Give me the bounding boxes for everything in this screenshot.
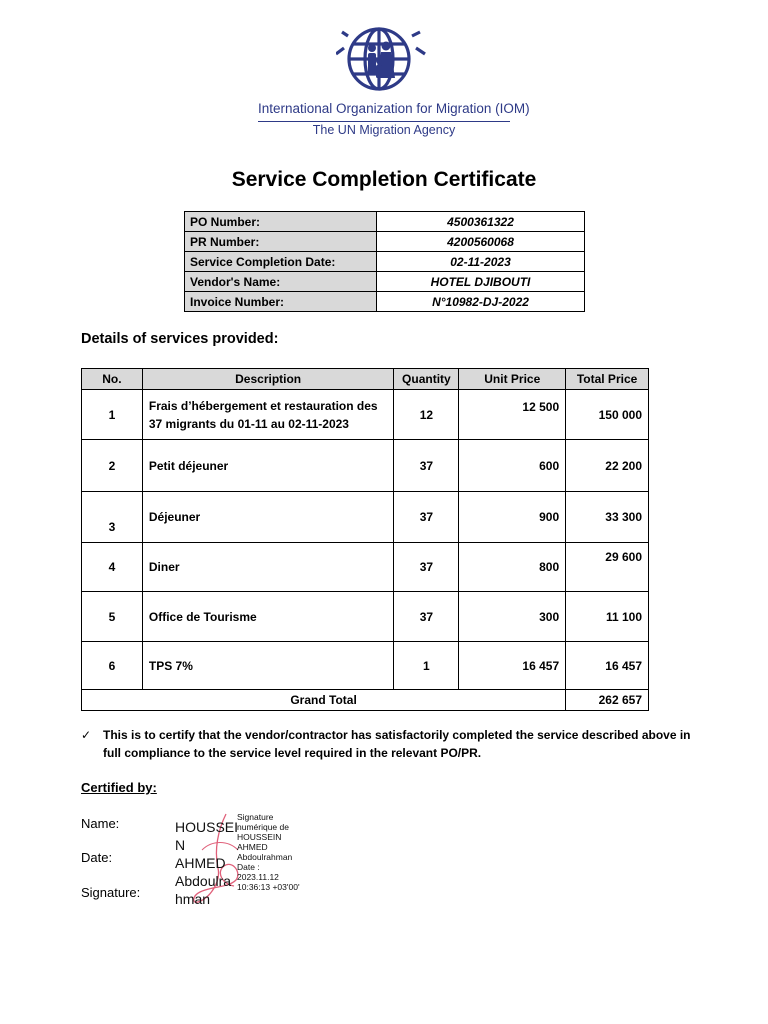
page-title: Service Completion Certificate — [231, 168, 537, 191]
reference-info-table — [184, 211, 585, 312]
info-row-vendor — [185, 272, 585, 292]
row-no: 3 — [82, 492, 143, 543]
org-tagline: The UN Migration Agency — [312, 123, 456, 137]
date-label: Date: — [81, 850, 113, 865]
name-label: Name: — [81, 816, 120, 831]
services-table — [81, 368, 649, 711]
header-no: No. — [82, 369, 143, 390]
digital-signature-line: Abdoulrahman — [237, 852, 293, 862]
digital-signature-line: Date : — [237, 862, 260, 872]
table-row — [82, 390, 649, 440]
invoice-number-value: N°10982-DJ-2022 — [377, 292, 585, 312]
row-description: TPS 7% — [142, 642, 394, 690]
signer-name-line: HOUSSEI — [175, 819, 239, 835]
row-unit-price: 600 — [459, 440, 566, 492]
digital-signature-line: numérique de — [237, 822, 289, 832]
checkmark-icon: ✓ — [81, 728, 92, 742]
row-description: Déjeuner — [142, 492, 394, 543]
header-quantity: Quantity — [394, 369, 459, 390]
row-unit-price: 800 — [459, 543, 566, 592]
grand-total-value: 262 657 — [566, 690, 649, 711]
services-header-row — [82, 369, 649, 390]
row-total-price: 150 000 — [566, 390, 649, 440]
digital-signature-details — [237, 812, 327, 892]
row-quantity: 37 — [394, 543, 459, 592]
org-name: International Organization for Migration (IOM) — [258, 101, 530, 116]
info-row-invoice — [185, 292, 585, 312]
row-unit-price: 300 — [459, 592, 566, 642]
services-heading: Details of services provided: — [81, 331, 279, 347]
info-row-completion-date — [185, 252, 585, 272]
row-description: Petit déjeuner — [142, 440, 394, 492]
row-description: Diner — [142, 543, 394, 592]
digital-signature-line: 2023.11.12 — [237, 872, 279, 882]
table-row — [82, 592, 649, 642]
po-number-value: 4500361322 — [377, 212, 585, 232]
row-total-price: 29 600 — [566, 543, 649, 592]
row-description: Office de Tourisme — [142, 592, 394, 642]
row-description: Frais d’hébergement et restauration des 37 migrants du 01-11 au 02-11-2023 — [142, 390, 394, 440]
signature-label: Signature: — [81, 885, 141, 900]
info-row-po — [185, 212, 585, 232]
digital-signature-line: Signature — [237, 812, 274, 822]
signer-name-line: N AHMED — [175, 837, 226, 871]
grand-total-label: Grand Total — [82, 690, 566, 711]
pr-number-value: 4200560068 — [377, 232, 585, 252]
digital-signature-line: 10:36:13 +03'00' — [237, 882, 300, 892]
completion-date-value: 02-11-2023 — [377, 252, 585, 272]
row-unit-price: 12 500 — [459, 390, 566, 440]
row-no: 4 — [82, 543, 143, 592]
iom-logo-icon — [336, 24, 426, 96]
row-no: 5 — [82, 592, 143, 642]
digital-signature-line: AHMED — [237, 842, 268, 852]
header-unit-price: Unit Price — [459, 369, 566, 390]
row-quantity: 12 — [394, 390, 459, 440]
row-quantity: 1 — [394, 642, 459, 690]
row-quantity: 37 — [394, 440, 459, 492]
row-unit-price: 900 — [459, 492, 566, 543]
vendor-name-value: HOTEL DJIBOUTI — [377, 272, 585, 292]
completion-date-label: Service Completion Date: — [185, 252, 377, 272]
row-no: 1 — [82, 390, 143, 440]
row-total-price: 16 457 — [566, 642, 649, 690]
row-unit-price: 16 457 — [459, 642, 566, 690]
certification-statement — [81, 726, 701, 762]
pr-number-label: PR Number: — [185, 232, 377, 252]
vendor-name-label: Vendor's Name: — [185, 272, 377, 292]
row-total-price: 33 300 — [566, 492, 649, 543]
grand-total-row — [82, 690, 649, 711]
invoice-number-label: Invoice Number: — [185, 292, 377, 312]
row-no: 6 — [82, 642, 143, 690]
row-quantity: 37 — [394, 492, 459, 543]
row-total-price: 22 200 — [566, 440, 649, 492]
signer-name — [175, 818, 237, 908]
po-number-label: PO Number: — [185, 212, 377, 232]
table-row — [82, 492, 649, 543]
table-row — [82, 543, 649, 592]
signer-name-line: Abdoulra — [175, 873, 232, 889]
digital-signature-line: HOUSSEIN — [237, 832, 282, 842]
certification-text: This is to certify that the vendor/contractor has satisfactorily completed the service described above in full compliance to the service level required in the relevant PO/PR. — [103, 728, 691, 760]
signer-name-line: hman — [175, 891, 211, 907]
table-row — [82, 440, 649, 492]
row-total-price: 11 100 — [566, 592, 649, 642]
row-no: 2 — [82, 440, 143, 492]
header-description: Description — [142, 369, 394, 390]
table-row — [82, 642, 649, 690]
org-divider — [258, 121, 510, 122]
row-quantity: 37 — [394, 592, 459, 642]
certified-by-heading: Certified by: — [81, 780, 157, 795]
info-row-pr — [185, 232, 585, 252]
header-total-price: Total Price — [566, 369, 649, 390]
